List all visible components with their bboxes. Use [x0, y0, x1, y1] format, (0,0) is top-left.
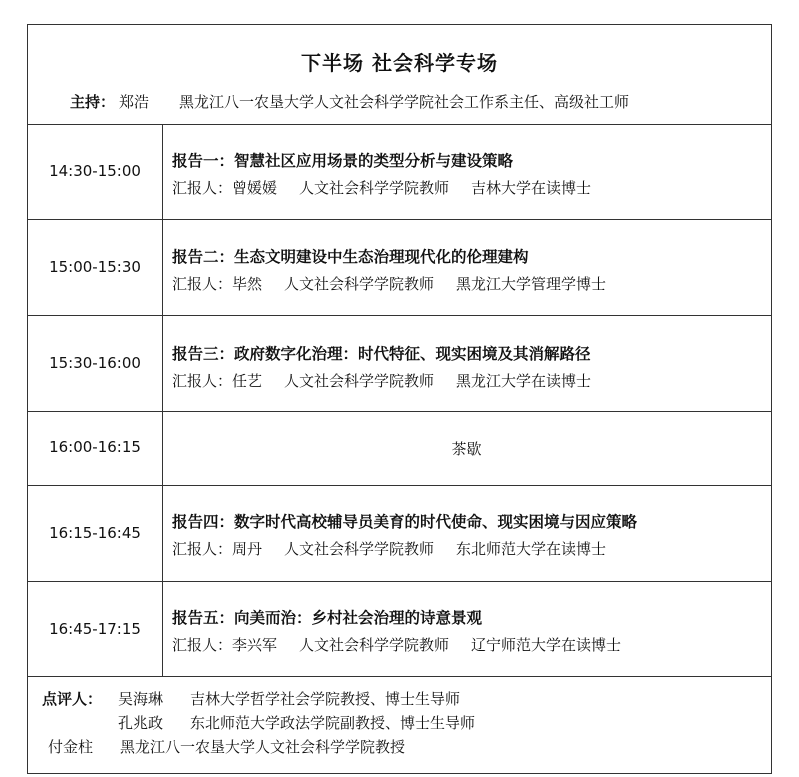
reviewers-label: 点评人： — [42, 690, 103, 708]
divider — [28, 124, 771, 125]
reviewer-title: 吉林大学哲学社会学院教授、博士生导师 — [190, 690, 461, 708]
presenter-study: 辽宁师范大学在读博士 — [471, 636, 622, 654]
presenter-line — [172, 177, 591, 198]
session-row — [172, 606, 621, 655]
session-row — [172, 149, 591, 198]
presenter-role: 人文社会科学学院教师 — [284, 372, 435, 390]
presenter-label: 汇报人： — [172, 636, 233, 654]
column-divider — [162, 124, 163, 676]
presenter-name: 周丹 — [232, 540, 263, 558]
break-time: 16:00-16:15 — [49, 438, 141, 456]
reviewer-title: 黑龙江八一农垦大学人文社会科学学院教授 — [120, 738, 406, 756]
reviewer-name: 孔兆政 — [118, 714, 164, 732]
reviewer-row — [48, 735, 475, 759]
session-row — [172, 245, 606, 294]
presenter-study: 黑龙江大学在读博士 — [456, 372, 592, 390]
host-line — [70, 91, 629, 112]
report-title: 报告三：政府数字化治理：时代特征、现实困境及其消解路径 — [172, 344, 591, 363]
presenter-line — [172, 538, 637, 559]
presenter-label: 汇报人： — [172, 275, 233, 293]
report-title: 报告五：向美而治：乡村社会治理的诗意景观 — [172, 608, 483, 627]
divider — [28, 411, 771, 412]
presenter-role: 人文社会科学学院教师 — [284, 275, 435, 293]
presenter-study: 吉林大学在读博士 — [471, 179, 592, 197]
presenter-label: 汇报人： — [172, 540, 233, 558]
divider — [28, 676, 771, 677]
reviewers-block — [42, 687, 475, 759]
divider — [28, 485, 771, 486]
presenter-name: 毕然 — [232, 275, 263, 293]
reviewer-name: 吴海琳 — [118, 690, 164, 708]
reviewer-row — [42, 711, 475, 735]
report-title: 报告二：生态文明建设中生态治理现代化的伦理建构 — [172, 247, 529, 266]
session-time: 15:30-16:00 — [49, 354, 141, 372]
divider — [28, 219, 771, 220]
presenter-line — [172, 273, 606, 294]
presenter-label: 汇报人： — [172, 179, 233, 197]
session-time: 16:45-17:15 — [49, 620, 141, 638]
presenter-name: 李兴军 — [232, 636, 278, 654]
divider — [28, 581, 771, 582]
reviewer-title: 东北师范大学政法学院副教授、博士生导师 — [190, 714, 476, 732]
presenter-line — [172, 634, 621, 655]
presenter-study: 黑龙江大学管理学博士 — [456, 275, 607, 293]
presenter-role: 人文社会科学学院教师 — [299, 636, 450, 654]
schedule-table — [27, 24, 772, 774]
session-time: 14:30-15:00 — [49, 162, 141, 180]
host-name: 郑浩 — [119, 93, 150, 111]
presenter-label: 汇报人： — [172, 372, 233, 390]
presenter-role: 人文社会科学学院教师 — [284, 540, 435, 558]
tea-break-label: 茶歇 — [451, 440, 482, 458]
session-time: 15:00-15:30 — [49, 258, 141, 276]
report-title: 报告一：智慧社区应用场景的类型分析与建设策略 — [172, 151, 514, 170]
host-title: 黑龙江八一农垦大学人文社会科学学院社会工作系主任、高级社工师 — [179, 93, 630, 111]
session-row — [172, 510, 637, 559]
reviewer-row — [42, 687, 475, 711]
divider — [28, 315, 771, 316]
report-title: 报告四：数字时代高校辅导员美育的时代使命、现实困境与因应策略 — [172, 512, 638, 531]
presenter-line — [172, 370, 591, 391]
session-time: 16:15-16:45 — [49, 524, 141, 542]
page-title: 下半场 社会科学专场 — [301, 51, 498, 75]
reviewer-name: 付金柱 — [48, 738, 94, 756]
presenter-name: 任艺 — [232, 372, 263, 390]
presenter-role: 人文社会科学学院教师 — [299, 179, 450, 197]
host-label: 主持： — [70, 93, 116, 111]
session-row — [172, 342, 591, 391]
presenter-name: 曾媛媛 — [232, 179, 278, 197]
presenter-study: 东北师范大学在读博士 — [456, 540, 607, 558]
